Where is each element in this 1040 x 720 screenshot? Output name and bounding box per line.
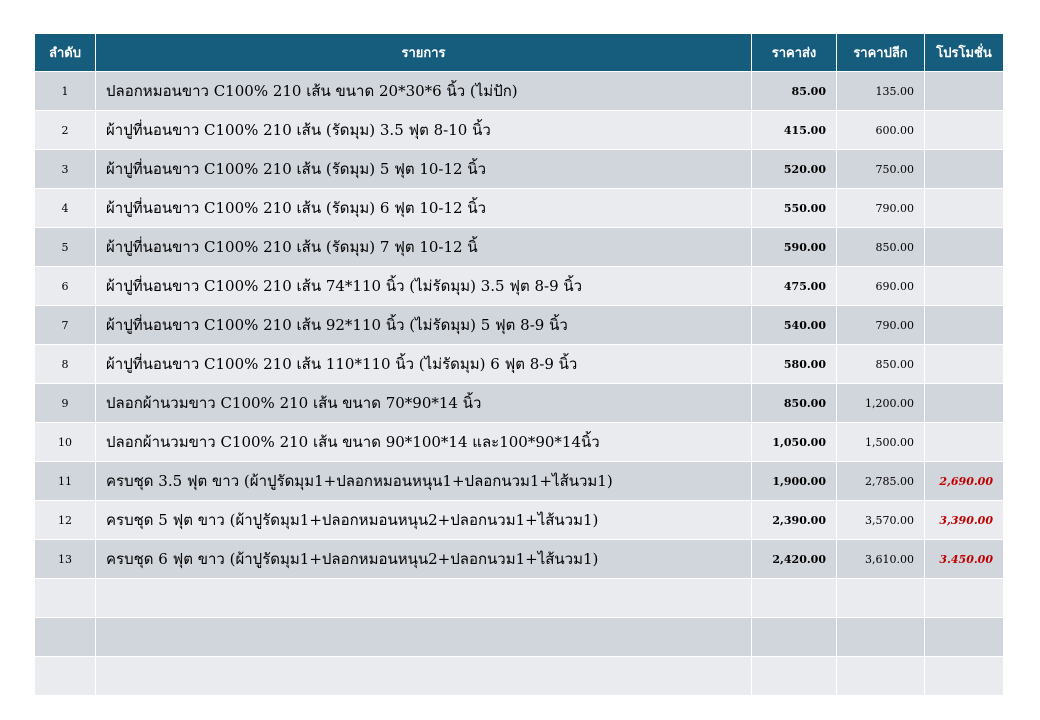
header-retail: ราคาปลีก	[837, 34, 925, 72]
header-index: ลำดับ	[35, 34, 96, 72]
table-row	[35, 228, 1004, 267]
cell-promotion	[925, 189, 1004, 228]
cell-wholesale: 475.00	[752, 267, 837, 306]
header-promotion: โปรโมชั่น	[925, 34, 1004, 72]
cell-item: ผ้าปูที่นอนขาว C100% 210 เส้น 74*110 นิ้ว (ไม่รัดมุม) 3.5 ฟุต 8-9 นิ้ว	[96, 267, 752, 306]
cell-index: 11	[35, 462, 96, 501]
cell-item	[96, 657, 752, 696]
cell-wholesale: 415.00	[752, 111, 837, 150]
cell-wholesale: 540.00	[752, 306, 837, 345]
price-list-sheet	[34, 33, 1003, 696]
cell-promotion	[925, 618, 1004, 657]
cell-index: 9	[35, 384, 96, 423]
cell-item: ปลอกผ้านวมขาว C100% 210 เส้น ขนาด 90*100*14 และ100*90*14นิ้ว	[96, 423, 752, 462]
cell-wholesale: 2,390.00	[752, 501, 837, 540]
cell-retail: 1,200.00	[837, 384, 925, 423]
cell-promotion: 2,690.00	[925, 462, 1004, 501]
table-row	[35, 189, 1004, 228]
cell-promotion	[925, 384, 1004, 423]
cell-item: ผ้าปูที่นอนขาว C100% 210 เส้น (รัดมุม) 7 ฟุต 10-12 นิ้	[96, 228, 752, 267]
header-wholesale: ราคาส่ง	[752, 34, 837, 72]
cell-index	[35, 579, 96, 618]
cell-wholesale: 850.00	[752, 384, 837, 423]
table-row	[35, 618, 1004, 657]
cell-promotion	[925, 423, 1004, 462]
table-row	[35, 384, 1004, 423]
cell-wholesale: 520.00	[752, 150, 837, 189]
cell-promotion: 3,390.00	[925, 501, 1004, 540]
cell-index: 3	[35, 150, 96, 189]
table-row	[35, 150, 1004, 189]
cell-retail	[837, 657, 925, 696]
cell-index: 7	[35, 306, 96, 345]
cell-wholesale: 85.00	[752, 72, 837, 111]
cell-item: ผ้าปูที่นอนขาว C100% 210 เส้น (รัดมุม) 3.5 ฟุต 8-10 นิ้ว	[96, 111, 752, 150]
cell-index: 2	[35, 111, 96, 150]
header-item: รายการ	[96, 34, 752, 72]
cell-wholesale: 1,900.00	[752, 462, 837, 501]
cell-wholesale: 550.00	[752, 189, 837, 228]
cell-promotion	[925, 228, 1004, 267]
table-row	[35, 501, 1004, 540]
cell-item: ครบชุด 5 ฟุต ขาว (ผ้าปูรัดมุม1+ปลอกหมอนหนุน2+ปลอกนวม1+ไส้นวม1)	[96, 501, 752, 540]
cell-promotion	[925, 267, 1004, 306]
cell-retail: 3,570.00	[837, 501, 925, 540]
cell-retail: 135.00	[837, 72, 925, 111]
header-row	[35, 34, 1004, 72]
cell-promotion	[925, 657, 1004, 696]
cell-item: ผ้าปูที่นอนขาว C100% 210 เส้น (รัดมุม) 6 ฟุต 10-12 นิ้ว	[96, 189, 752, 228]
cell-item: ผ้าปูที่นอนขาว C100% 210 เส้น 92*110 นิ้ว (ไม่รัดมุม) 5 ฟุต 8-9 นิ้ว	[96, 306, 752, 345]
cell-retail: 850.00	[837, 345, 925, 384]
cell-item	[96, 579, 752, 618]
cell-item: ผ้าปูที่นอนขาว C100% 210 เส้น 110*110 นิ้ว (ไม่รัดมุม) 6 ฟุต 8-9 นิ้ว	[96, 345, 752, 384]
table-row	[35, 306, 1004, 345]
cell-promotion	[925, 306, 1004, 345]
cell-index	[35, 618, 96, 657]
cell-promotion	[925, 111, 1004, 150]
table-row	[35, 462, 1004, 501]
cell-promotion	[925, 150, 1004, 189]
table-body	[35, 72, 1004, 696]
cell-promotion	[925, 72, 1004, 111]
cell-retail: 790.00	[837, 306, 925, 345]
cell-item: ครบชุด 6 ฟุต ขาว (ผ้าปูรัดมุม1+ปลอกหมอนหนุน2+ปลอกนวม1+ไส้นวม1)	[96, 540, 752, 579]
cell-index: 8	[35, 345, 96, 384]
cell-item: ผ้าปูที่นอนขาว C100% 210 เส้น (รัดมุม) 5 ฟุต 10-12 นิ้ว	[96, 150, 752, 189]
table-row	[35, 423, 1004, 462]
table-row	[35, 540, 1004, 579]
cell-wholesale: 580.00	[752, 345, 837, 384]
cell-item: ปลอกหมอนขาว C100% 210 เส้น ขนาด 20*30*6 นิ้ว (ไม่ปัก)	[96, 72, 752, 111]
cell-retail: 850.00	[837, 228, 925, 267]
cell-wholesale	[752, 657, 837, 696]
table-row	[35, 579, 1004, 618]
cell-item	[96, 618, 752, 657]
cell-index: 6	[35, 267, 96, 306]
cell-retail: 2,785.00	[837, 462, 925, 501]
cell-retail: 1,500.00	[837, 423, 925, 462]
cell-promotion	[925, 579, 1004, 618]
cell-index: 5	[35, 228, 96, 267]
cell-index: 1	[35, 72, 96, 111]
cell-retail: 790.00	[837, 189, 925, 228]
cell-retail: 3,610.00	[837, 540, 925, 579]
cell-item: ครบชุด 3.5 ฟุต ขาว (ผ้าปูรัดมุม1+ปลอกหมอนหนุน1+ปลอกนวม1+ไส้นวม1)	[96, 462, 752, 501]
table-row	[35, 111, 1004, 150]
cell-retail	[837, 618, 925, 657]
cell-wholesale: 2,420.00	[752, 540, 837, 579]
cell-wholesale	[752, 618, 837, 657]
cell-promotion	[925, 345, 1004, 384]
table-row	[35, 267, 1004, 306]
cell-promotion: 3.450.00	[925, 540, 1004, 579]
cell-index: 4	[35, 189, 96, 228]
cell-retail	[837, 579, 925, 618]
cell-retail: 600.00	[837, 111, 925, 150]
cell-wholesale	[752, 579, 837, 618]
cell-item: ปลอกผ้านวมขาว C100% 210 เส้น ขนาด 70*90*14 นิ้ว	[96, 384, 752, 423]
cell-index	[35, 657, 96, 696]
table-row	[35, 657, 1004, 696]
cell-index: 12	[35, 501, 96, 540]
table-row	[35, 345, 1004, 384]
cell-wholesale: 590.00	[752, 228, 837, 267]
table-row	[35, 72, 1004, 111]
table-header	[35, 34, 1004, 72]
cell-index: 10	[35, 423, 96, 462]
cell-retail: 690.00	[837, 267, 925, 306]
cell-wholesale: 1,050.00	[752, 423, 837, 462]
cell-index: 13	[35, 540, 96, 579]
cell-retail: 750.00	[837, 150, 925, 189]
price-table	[34, 33, 1004, 696]
